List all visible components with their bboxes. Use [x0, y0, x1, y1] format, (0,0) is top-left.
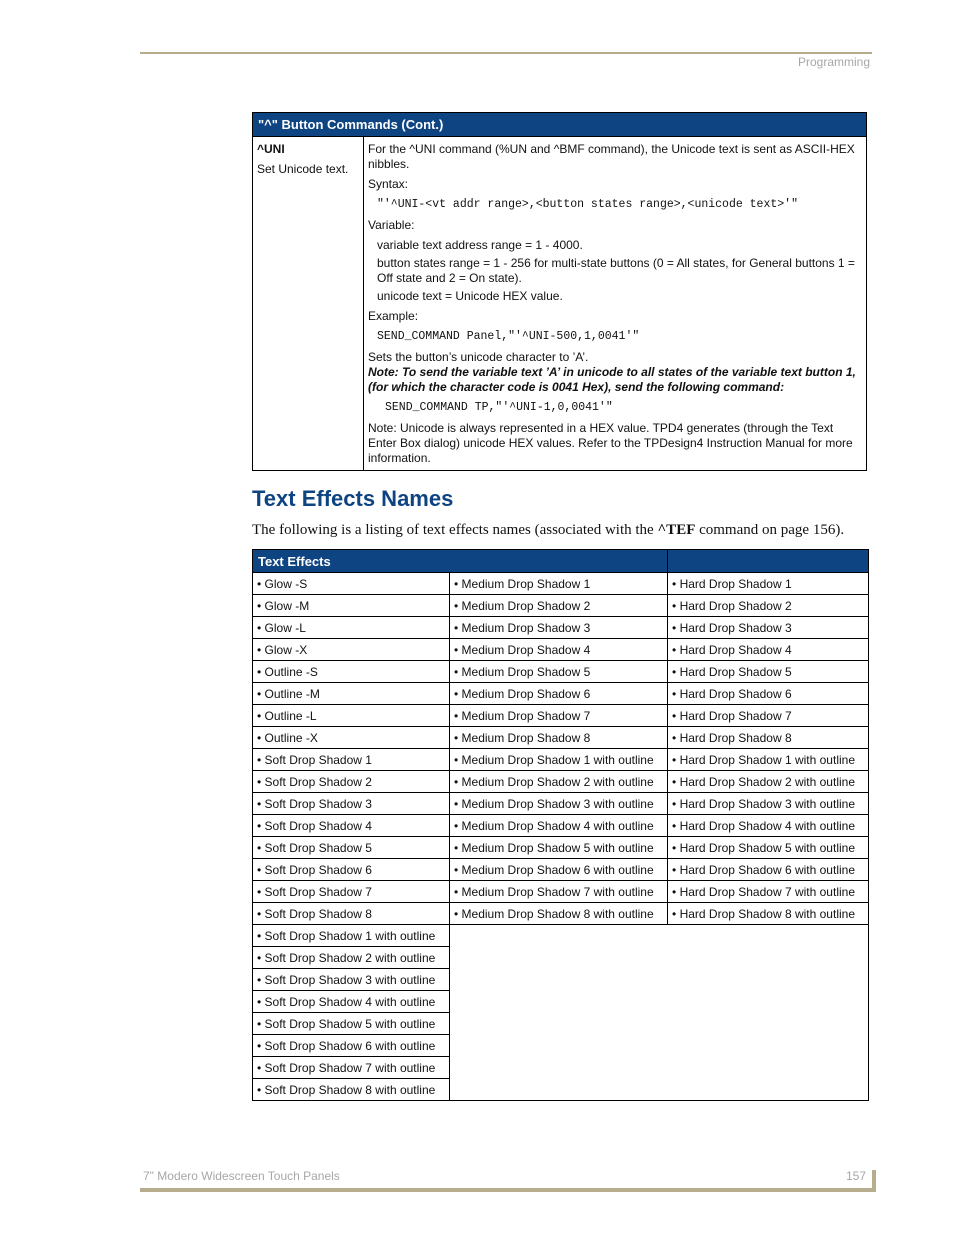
bullet-icon: •: [454, 576, 462, 591]
effect-name: Hard Drop Shadow 7 with outline: [679, 884, 855, 899]
effect-name: Medium Drop Shadow 7 with outline: [461, 884, 654, 899]
footer-title: 7" Modero Widescreen Touch Panels: [143, 1169, 340, 1183]
intro-text-end: command on page 156).: [695, 522, 845, 538]
syntax-code: "'^UNI-<vt addr range>,<button states range>,<unicode text>'": [377, 198, 798, 211]
effect-cell: [668, 771, 869, 793]
effect-cell: [450, 639, 668, 661]
effect-name: Medium Drop Shadow 7: [461, 708, 591, 723]
effect-cell: [668, 617, 869, 639]
variable-item: variable text address range = 1 - 4000.: [377, 238, 583, 252]
effect-cell: [450, 727, 668, 749]
effect-name: Hard Drop Shadow 5 with outline: [679, 840, 855, 855]
bullet-icon: •: [672, 884, 680, 899]
bullet-icon: •: [672, 840, 680, 855]
bullet-icon: •: [454, 840, 462, 855]
effect-name: Hard Drop Shadow 3 with outline: [679, 796, 855, 811]
effect-cell: [450, 859, 668, 881]
bullet-icon: •: [454, 642, 462, 657]
bullet-icon: •: [454, 796, 462, 811]
bullet-icon: •: [257, 752, 265, 767]
effect-cell: [450, 661, 668, 683]
effect-cell: [253, 749, 450, 771]
effect-name: Hard Drop Shadow 4: [679, 642, 792, 657]
effect-name: Soft Drop Shadow 7 with outline: [264, 1060, 436, 1075]
effect-cell: [668, 705, 869, 727]
effect-cell: [450, 617, 668, 639]
bullet-icon: •: [454, 708, 462, 723]
effect-name: Hard Drop Shadow 1 with outline: [679, 752, 855, 767]
table-row: [253, 727, 869, 749]
table-row: [253, 639, 869, 661]
bullet-icon: •: [672, 774, 680, 789]
bullet-icon: •: [257, 884, 265, 899]
bullet-icon: •: [257, 730, 265, 745]
effect-name: Hard Drop Shadow 4 with outline: [679, 818, 855, 833]
effect-cell: [253, 771, 450, 793]
effect-name: Medium Drop Shadow 4 with outline: [461, 818, 654, 833]
bullet-icon: •: [257, 598, 265, 613]
effect-name: Hard Drop Shadow 8: [679, 730, 792, 745]
effect-name: Soft Drop Shadow 7: [264, 884, 372, 899]
bullet-icon: •: [672, 752, 680, 767]
effect-name: Medium Drop Shadow 8: [461, 730, 591, 745]
final-note: Note: Unicode is always represented in a HEX value. TPD4 generates (through the Text Enter Box dialog) unicode HEX values. Refer to the TPDesign4 Instruction Manual for more information.: [368, 421, 853, 465]
effect-name: Soft Drop Shadow 6: [264, 862, 372, 877]
bullet-icon: •: [257, 708, 265, 723]
effect-name: Medium Drop Shadow 5 with outline: [461, 840, 654, 855]
effect-name: Medium Drop Shadow 8 with outline: [461, 906, 654, 921]
effect-cell: [450, 771, 668, 793]
effect-cell: [253, 837, 450, 859]
effect-cell: [253, 727, 450, 749]
bullet-icon: •: [454, 620, 462, 635]
effect-name: Hard Drop Shadow 3: [679, 620, 792, 635]
effect-cell: [253, 859, 450, 881]
effect-cell: [253, 947, 450, 969]
effect-name: Medium Drop Shadow 1 with outline: [461, 752, 654, 767]
effect-cell: [450, 573, 668, 595]
effect-cell: [253, 925, 450, 947]
effect-cell: [450, 705, 668, 727]
effect-cell: [668, 815, 869, 837]
bullet-icon: •: [257, 972, 265, 987]
table-row: [253, 771, 869, 793]
empty-cell: [450, 925, 869, 1101]
effect-name: Medium Drop Shadow 3 with outline: [461, 796, 654, 811]
effect-name: Medium Drop Shadow 2: [461, 598, 591, 613]
bullet-icon: •: [257, 950, 265, 965]
table-header-blank: [668, 550, 869, 573]
bullet-icon: •: [257, 1016, 265, 1031]
effect-name: Glow -M: [264, 598, 310, 613]
effect-cell: [450, 595, 668, 617]
effect-name: Outline -X: [264, 730, 318, 745]
bullet-icon: •: [672, 796, 680, 811]
bullet-icon: •: [257, 1060, 265, 1075]
effect-cell: [450, 903, 668, 925]
effect-cell: [253, 705, 450, 727]
effect-name: Soft Drop Shadow 3 with outline: [264, 972, 436, 987]
description-text: For the ^UNI command (%UN and ^BMF command), the Unicode text is sent as ASCII-HEX nibbles.: [368, 142, 855, 171]
syntax-label: Syntax:: [368, 177, 409, 191]
effect-cell: [253, 639, 450, 661]
effect-cell: [450, 815, 668, 837]
effect-name: Soft Drop Shadow 5: [264, 840, 372, 855]
bullet-icon: •: [454, 664, 462, 679]
effect-cell: [253, 1079, 450, 1101]
effect-name: Soft Drop Shadow 2 with outline: [264, 950, 436, 965]
effect-name: Soft Drop Shadow 8: [264, 906, 372, 921]
bullet-icon: •: [257, 686, 265, 701]
effect-cell: [668, 837, 869, 859]
bullet-icon: •: [257, 642, 265, 657]
bullet-icon: •: [257, 994, 265, 1009]
effect-name: Medium Drop Shadow 5: [461, 664, 591, 679]
effect-name: Outline -L: [264, 708, 317, 723]
effect-cell: [253, 1057, 450, 1079]
effect-name: Soft Drop Shadow 5 with outline: [264, 1016, 436, 1031]
bullet-icon: •: [672, 620, 680, 635]
bullet-icon: •: [257, 1082, 265, 1097]
bullet-icon: •: [454, 730, 462, 745]
bullet-icon: •: [672, 730, 680, 745]
bullet-icon: •: [257, 774, 265, 789]
effect-name: Medium Drop Shadow 3: [461, 620, 591, 635]
effect-name: Soft Drop Shadow 8 with outline: [264, 1082, 436, 1097]
effect-cell: [668, 639, 869, 661]
bullet-icon: •: [257, 928, 265, 943]
effect-cell: [668, 793, 869, 815]
table-row: [253, 617, 869, 639]
bullet-icon: •: [672, 708, 680, 723]
table-row: [253, 881, 869, 903]
effect-name: Hard Drop Shadow 7: [679, 708, 792, 723]
effect-cell: [450, 749, 668, 771]
page-number: 157: [846, 1169, 867, 1183]
description-cell: [364, 137, 867, 471]
effect-name: Hard Drop Shadow 6 with outline: [679, 862, 855, 877]
example-code-2: SEND_COMMAND TP,"'^UNI-1,0,0041'": [385, 401, 613, 414]
table-row: [253, 793, 869, 815]
effect-cell: [668, 881, 869, 903]
effect-cell: [668, 903, 869, 925]
footer-rule: [140, 1188, 876, 1192]
intro-text: The following is a listing of text effects names (associated with the: [252, 522, 658, 538]
bullet-icon: •: [672, 906, 680, 921]
effect-cell: [253, 617, 450, 639]
effect-cell: [668, 749, 869, 771]
bullet-icon: •: [454, 818, 462, 833]
button-commands-table: [252, 112, 867, 471]
bullet-icon: •: [257, 796, 265, 811]
bullet-icon: •: [454, 598, 462, 613]
effect-name: Hard Drop Shadow 8 with outline: [679, 906, 855, 921]
bullet-icon: •: [672, 686, 680, 701]
command-name: ^UNI: [257, 142, 285, 156]
effect-name: Outline -S: [264, 664, 318, 679]
effect-cell: [253, 1035, 450, 1057]
bullet-icon: •: [257, 576, 265, 591]
effect-cell: [253, 991, 450, 1013]
effect-name: Hard Drop Shadow 2 with outline: [679, 774, 855, 789]
effect-cell: [253, 595, 450, 617]
bullet-icon: •: [672, 598, 680, 613]
effect-name: Medium Drop Shadow 1: [461, 576, 591, 591]
table-row: [253, 837, 869, 859]
bullet-icon: •: [257, 906, 265, 921]
effect-cell: [668, 727, 869, 749]
header-rule: [140, 52, 872, 54]
effect-name: Glow -S: [264, 576, 308, 591]
effect-name: Medium Drop Shadow 2 with outline: [461, 774, 654, 789]
effect-name: Soft Drop Shadow 2: [264, 774, 372, 789]
effect-name: Soft Drop Shadow 1: [264, 752, 372, 767]
variable-item: button states range = 1 - 256 for multi-state buttons (0 = All states, for General buttons 1 = Off state and 2 = On state).: [377, 256, 855, 285]
effect-cell: [253, 661, 450, 683]
effect-cell: [253, 881, 450, 903]
effect-name: Soft Drop Shadow 3: [264, 796, 372, 811]
section-title: Text Effects Names: [252, 486, 454, 511]
table-header: Text Effects: [253, 550, 668, 573]
bullet-icon: •: [672, 664, 680, 679]
command-cell: [253, 137, 364, 471]
text-effects-table: [252, 549, 869, 1101]
effect-cell: [450, 683, 668, 705]
effect-cell: [668, 683, 869, 705]
variable-item: unicode text = Unicode HEX value.: [377, 289, 563, 303]
bullet-icon: •: [454, 884, 462, 899]
effect-cell: [253, 969, 450, 991]
table-row: [253, 815, 869, 837]
bullet-icon: •: [257, 620, 265, 635]
bullet-icon: •: [454, 906, 462, 921]
table-row: [253, 661, 869, 683]
effect-name: Medium Drop Shadow 6: [461, 686, 591, 701]
intro-command: ^TEF: [657, 522, 696, 538]
bullet-icon: •: [454, 686, 462, 701]
effect-cell: [253, 573, 450, 595]
bullet-icon: •: [454, 774, 462, 789]
effect-cell: [668, 859, 869, 881]
effect-cell: [253, 683, 450, 705]
table-row: [253, 903, 869, 925]
effect-name: Glow -L: [264, 620, 306, 635]
effect-cell: [668, 661, 869, 683]
bullet-icon: •: [454, 862, 462, 877]
table-row: [253, 595, 869, 617]
bullet-icon: •: [672, 818, 680, 833]
bullet-icon: •: [257, 1038, 265, 1053]
effect-name: Hard Drop Shadow 2: [679, 598, 792, 613]
example-label: Example:: [368, 309, 419, 323]
command-summary: Set Unicode text.: [257, 162, 349, 176]
table-row: [253, 705, 869, 727]
effect-name: Soft Drop Shadow 6 with outline: [264, 1038, 436, 1053]
effect-name: Hard Drop Shadow 5: [679, 664, 792, 679]
example-description: Sets the button’s unicode character to ’A’.: [368, 350, 589, 364]
variable-label: Variable:: [368, 218, 415, 232]
bullet-icon: •: [672, 642, 680, 657]
example-code: SEND_COMMAND Panel,"'^UNI-500,1,0041'": [377, 330, 640, 343]
effect-name: Hard Drop Shadow 6: [679, 686, 792, 701]
italic-note: Note: To send the variable text ’A’ in unicode to all states of the variable text button 1, (for which the character code is 0041 Hex), send the following command:: [368, 365, 856, 394]
intro-paragraph: [252, 522, 844, 539]
table-row: [253, 925, 869, 947]
table-header: "^" Button Commands (Cont.): [253, 113, 867, 137]
bullet-icon: •: [257, 840, 265, 855]
bullet-icon: •: [672, 576, 680, 591]
table-row: [253, 749, 869, 771]
effect-name: Soft Drop Shadow 4 with outline: [264, 994, 436, 1009]
bullet-icon: •: [672, 862, 680, 877]
bullet-icon: •: [257, 862, 265, 877]
effect-name: Medium Drop Shadow 4: [461, 642, 591, 657]
bullet-icon: •: [257, 818, 265, 833]
effect-name: Medium Drop Shadow 6 with outline: [461, 862, 654, 877]
effect-name: Soft Drop Shadow 4: [264, 818, 372, 833]
effect-cell: [253, 815, 450, 837]
effect-cell: [253, 793, 450, 815]
effect-cell: [450, 881, 668, 903]
effect-cell: [253, 903, 450, 925]
effect-name: Outline -M: [264, 686, 320, 701]
effect-cell: [668, 595, 869, 617]
table-row: [253, 573, 869, 595]
section-label: Programming: [797, 55, 870, 69]
table-row: [253, 859, 869, 881]
bullet-icon: •: [454, 752, 462, 767]
effect-name: Glow -X: [264, 642, 308, 657]
effect-cell: [450, 793, 668, 815]
bullet-icon: •: [257, 664, 265, 679]
effect-name: Hard Drop Shadow 1: [679, 576, 792, 591]
effect-cell: [450, 837, 668, 859]
table-row: [253, 683, 869, 705]
effect-cell: [668, 573, 869, 595]
effect-name: Soft Drop Shadow 1 with outline: [264, 928, 436, 943]
effect-cell: [253, 1013, 450, 1035]
footer-tick: [872, 1170, 876, 1190]
